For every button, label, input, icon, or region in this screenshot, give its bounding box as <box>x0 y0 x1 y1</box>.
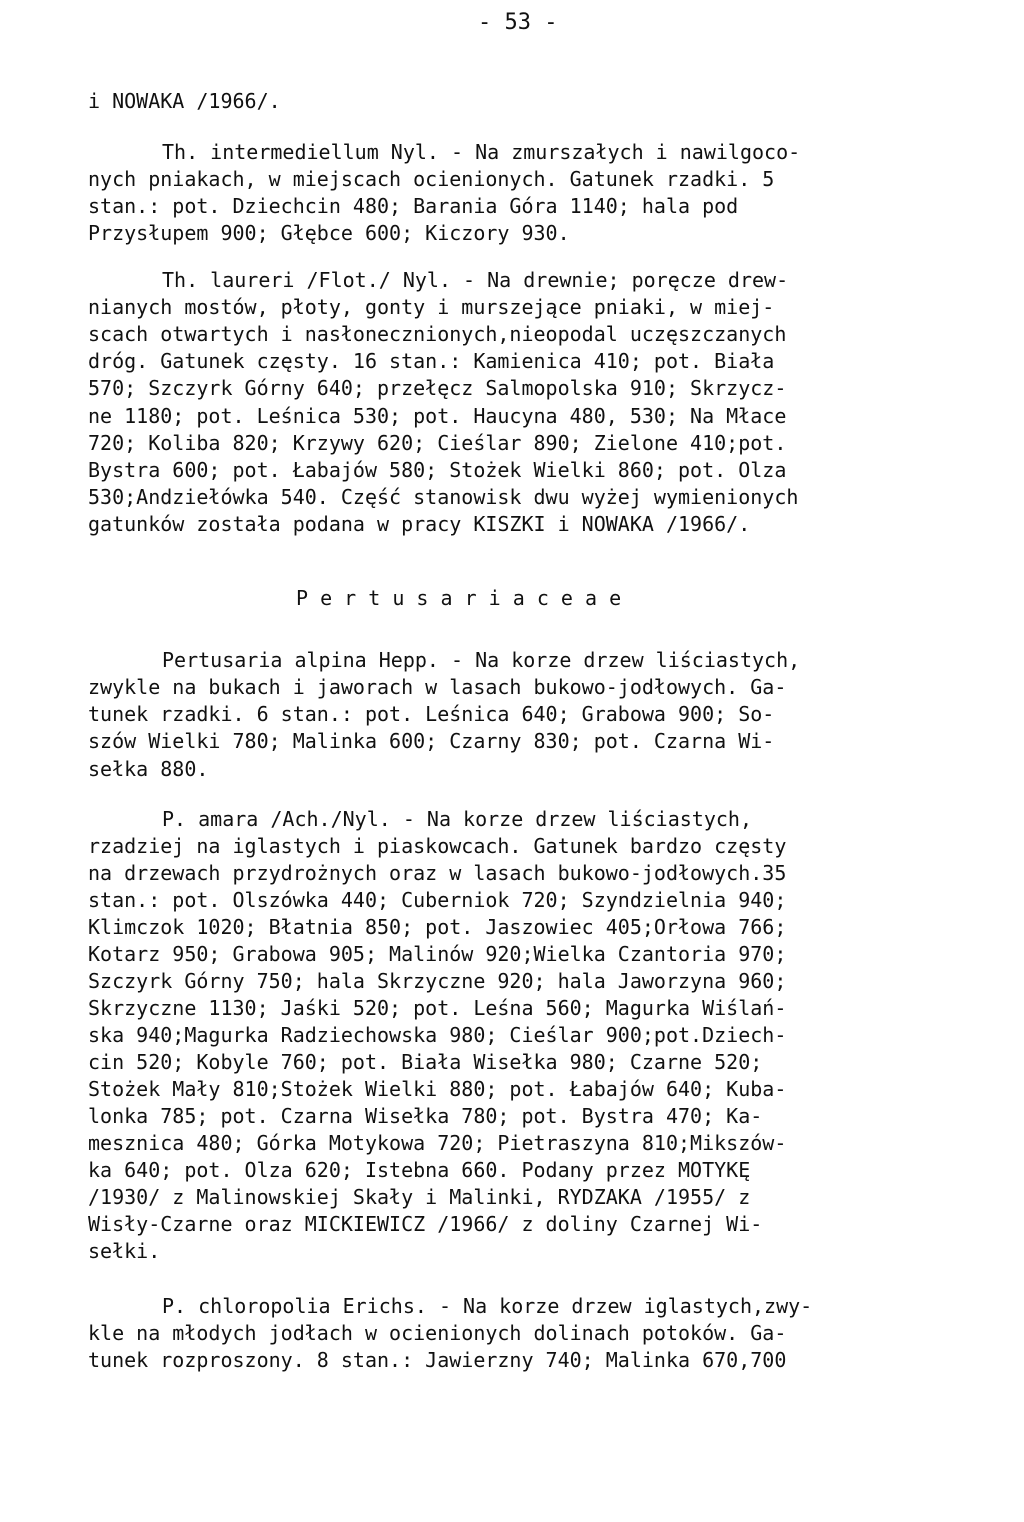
text-line: Przysłupem 900; Głębce 600; Kiczory 930. <box>88 221 570 245</box>
text-line: scach otwartych i nasłonecznionych,nieopodal uczęszczanych <box>88 322 787 346</box>
text-line: Kotarz 950; Grabowa 905; Malinów 920;Wielka Czantoria 970; <box>88 942 787 966</box>
section-heading: P e r t u s a r i a c e a e <box>296 586 622 610</box>
text-line: szów Wielki 780; Malinka 600; Czarny 830; pot. Czarna Wi- <box>88 729 775 753</box>
text-line: P. chloropolia Erichs. - Na korze drzew iglastych,zwy- <box>162 1294 813 1318</box>
text-line: lonka 785; pot. Czarna Wisełka 780; pot. Bystra 470; Ka- <box>88 1104 763 1128</box>
text-line: Szczyrk Górny 750; hala Skrzyczne 920; hala Jaworzyna 960; <box>88 969 787 993</box>
text-line: ne 1180; pot. Leśnica 530; pot. Haucyna 480, 530; Na Młace <box>88 404 787 428</box>
text-line: 570; Szczyrk Górny 640; przełęcz Salmopolska 910; Skrzycz- <box>88 376 787 400</box>
text-line: rzadziej na iglastych i piaskowcach. Gatunek bardzo częsty <box>88 834 787 858</box>
text-line: gatunków została podana w pracy KISZKI i NOWAKA /1966/. <box>88 512 751 536</box>
text-line: Skrzyczne 1130; Jaśki 520; pot. Leśna 560; Magurka Wiślań- <box>88 996 787 1020</box>
text-line: sełki. <box>88 1239 161 1263</box>
text-line: tunek rozproszony. 8 stan.: Jawierzny 740; Malinka 670,700 <box>88 1348 787 1372</box>
text-line: Pertusaria alpina Hepp. - Na korze drzew liściastych, <box>162 648 801 672</box>
text-line: ka 640; pot. Olza 620; Istebna 660. Podany przez MOTYKĘ <box>88 1158 751 1182</box>
page-number: - 53 - <box>478 10 558 35</box>
text-line: Stożek Mały 810;Stożek Wielki 880; pot. Łabajów 640; Kuba- <box>88 1077 787 1101</box>
text-line: nianych mostów, płoty, gonty i murszejące pniaki, w miej- <box>88 295 775 319</box>
text-line: zwykle na bukach i jaworach w lasach bukowo-jodłowych. Ga- <box>88 675 787 699</box>
text-line: nych pniakach, w miejscach ocienionych. Gatunek rzadki. 5 <box>88 167 775 191</box>
text-line: Th. intermediellum Nyl. - Na zmurszałych i nawilgoco- <box>162 140 801 164</box>
text-line: mesznica 480; Górka Motykowa 720; Pietraszyna 810;Mikszów- <box>88 1131 787 1155</box>
text-line: 720; Koliba 820; Krzywy 620; Cieślar 890; Zielone 410;pot. <box>88 431 787 455</box>
text-line: /1930/ z Malinowskiej Skały i Malinki, RYDZAKA /1955/ z <box>88 1185 751 1209</box>
text-line: sełka 880. <box>88 757 209 781</box>
text-line: 530;Andziełówka 540. Część stanowisk dwu wyżej wymienionych <box>88 485 799 509</box>
text-line: dróg. Gatunek częsty. 16 stan.: Kamienica 410; pot. Biała <box>88 349 775 373</box>
text-line: Bystra 600; pot. Łabajów 580; Stożek Wielki 860; pot. Olza <box>88 458 787 482</box>
text-line: cin 520; Kobyle 760; pot. Biała Wisełka 980; Czarne 520; <box>88 1050 763 1074</box>
text-line: P. amara /Ach./Nyl. - Na korze drzew liściastych, <box>162 807 753 831</box>
text-line: Wisły-Czarne oraz MICKIEWICZ /1966/ z doliny Czarnej Wi- <box>88 1212 763 1236</box>
text-line: tunek rzadki. 6 stan.: pot. Leśnica 640; Grabowa 900; So- <box>88 702 775 726</box>
text-line: kle na młodych jodłach w ocienionych dolinach potoków. Ga- <box>88 1321 787 1345</box>
text-line: Th. laureri /Flot./ Nyl. - Na drewnie; poręcze drew- <box>162 268 789 292</box>
text-line: stan.: pot. Olszówka 440; Cuberniok 720; Szyndzielnia 940; <box>88 888 787 912</box>
text-line: na drzewach przydrożnych oraz w lasach bukowo-jodłowych.35 <box>88 861 787 885</box>
text-line: ska 940;Magurka Radziechowska 980; Cieślar 900;pot.Dziech- <box>88 1023 787 1047</box>
text-line: Klimczok 1020; Błatnia 850; pot. Jaszowiec 405;Orłowa 766; <box>88 915 787 939</box>
text-line: i NOWAKA /1966/. <box>88 89 281 113</box>
text-line: stan.: pot. Dziechcin 480; Barania Góra 1140; hala pod <box>88 194 739 218</box>
